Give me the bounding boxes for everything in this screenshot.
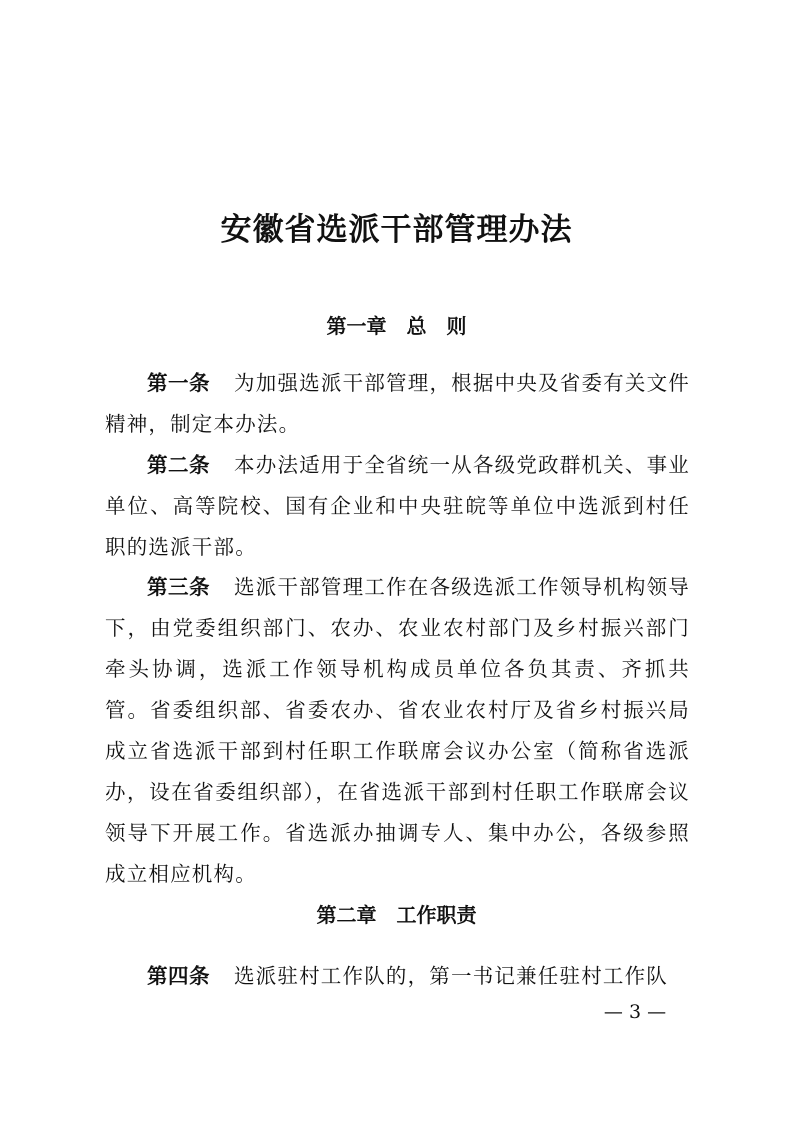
article-4-text: 选派驻村工作队的，第一书记兼任驻村工作队 [234,964,668,988]
article-1 [105,363,690,445]
page-number: — 3 — [603,1001,667,1023]
article-4 [105,956,690,997]
article-4-label: 第四条 [147,964,210,988]
article-3-label: 第三条 [147,575,211,599]
article-2-text: 本办法适用于全省统一从各级党政群机关、事业单位、高等院校、国有企业和中央驻皖等单位中选派到村任职的选派干部。 [105,453,691,559]
chapter-2-heading: 第二章 工作职责 [316,903,477,927]
document-title: 安徽省选派干部管理办法 [220,212,573,248]
chapter-1-heading: 第一章 总 则 [326,314,467,338]
article-1-label: 第一条 [147,371,211,395]
article-2-label: 第二条 [147,453,211,477]
article-3-text: 选派干部管理工作在各级选派工作领导机构领导下，由党委组织部门、农办、农业农村部门及乡村振兴部门牵头协调，选派工作领导机构成员单位各负其责、齐抓共管。省委组织部、省委农办、省农业农村厅及省乡村振兴局成立省选派干部到村任职工作联席会议办公室（简称省选派办，设在省委组织部），在省选派干部到村任职工作联席会议领导下开展工作。省选派办抽调专人、集中办公，各级参照成立相应机构。 [105,575,691,886]
article-1-text: 为加强选派干部管理，根据中央及省委有关文件精神，制定本办法。 [105,371,691,436]
article-3 [105,567,690,895]
article-2 [105,445,690,568]
